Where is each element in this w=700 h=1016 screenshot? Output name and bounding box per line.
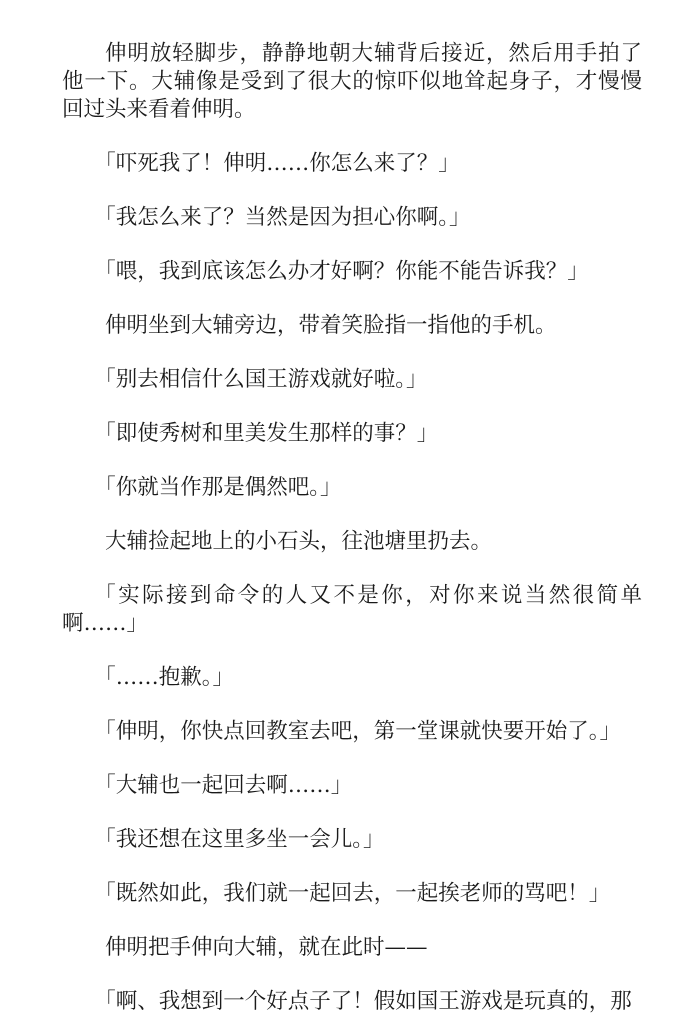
narration-paragraph: 伸明把手伸向大辅，就在此时——	[105, 935, 428, 960]
dialogue-line: 「我还想在这里多坐一会儿。」	[94, 827, 385, 852]
dialogue-line: 「我怎么来了？当然是因为担心你啊。」	[94, 205, 471, 230]
narration-paragraph: 大辅捡起地上的小石头，往池塘里扔去。	[105, 529, 493, 554]
dialogue-line: 「大辅也一起回去啊……」	[94, 773, 353, 798]
dialogue-line: 「吓死我了！伸明……你怎么来了？」	[94, 151, 460, 176]
dialogue-line: 「……抱歉。」	[94, 665, 235, 690]
narration-paragraph: 伸明放轻脚步，静静地朝大辅背后接近，然后用手拍了他一下。大辅像是受到了很大的惊吓似地耸起身子，才慢慢回过头来看着伸明。	[62, 41, 642, 122]
dialogue-line: 「啊、我想到一个好点子了！假如国王游戏是玩真的，那	[94, 989, 632, 1014]
dialogue-line: 「即使秀树和里美发生那样的事？」	[94, 421, 439, 446]
dialogue-line: 「实际接到命令的人又不是你，对你来说当然很简单啊……」	[62, 583, 642, 636]
dialogue-line: 「喂，我到底该怎么办才好啊？你能不能告诉我？」	[94, 259, 589, 284]
dialogue-line: 「既然如此，我们就一起回去，一起挨老师的骂吧！」	[94, 881, 611, 906]
narration-paragraph: 伸明坐到大辅旁边，带着笑脸指一指他的手机。	[105, 313, 557, 338]
dialogue-line: 「你就当作那是偶然吧。」	[94, 475, 342, 500]
dialogue-line: 「别去相信什么国王游戏就好啦。」	[94, 367, 428, 392]
book-page	[62, 40, 642, 1016]
dialogue-line: 「伸明，你快点回教室去吧，第一堂课就快要开始了。」	[94, 719, 622, 744]
